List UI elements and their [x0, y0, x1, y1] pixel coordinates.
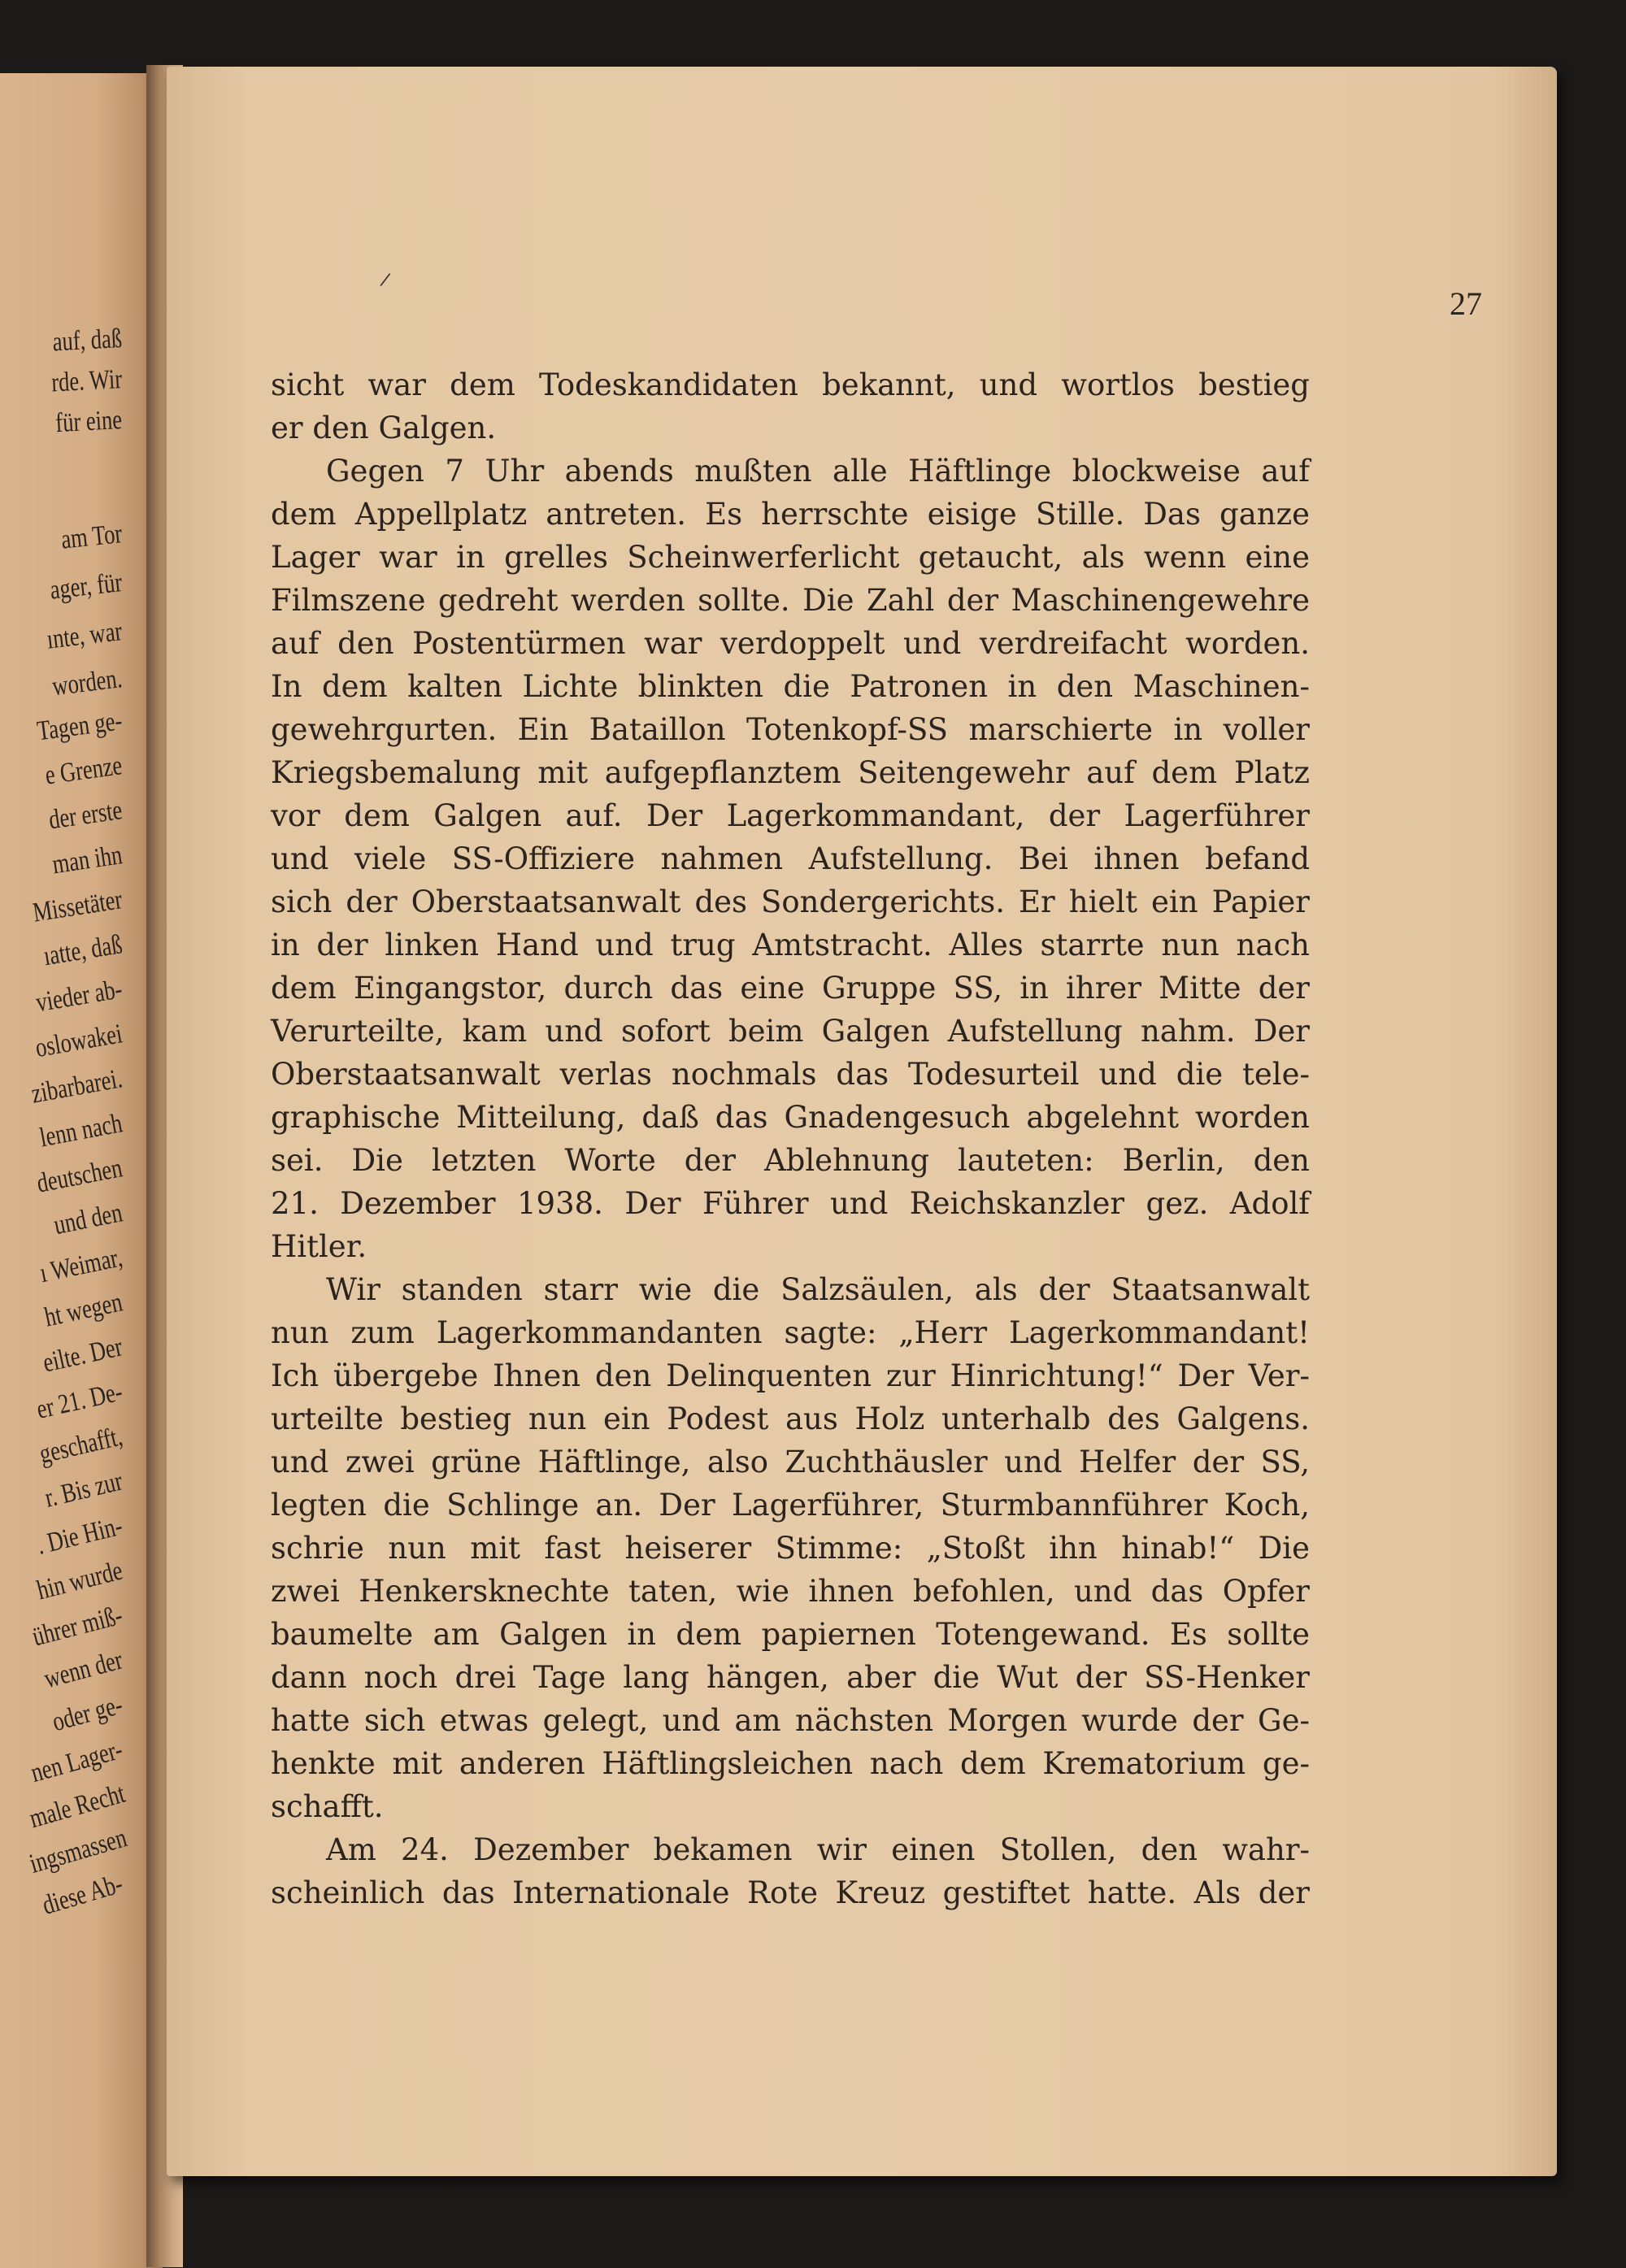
text-line: zwei Henkersknechte taten, wie ihnen befohlen, und das Opfer — [271, 1574, 1310, 1609]
text-line: Filmszene gedreht werden sollte. Die Zahl der Maschinengewehre — [271, 583, 1310, 618]
text-line: schrie nun mit fast heiserer Stimme: „Stoßt ihn hinab!“ Die — [271, 1531, 1310, 1566]
left-page-fragment: auf, daß — [51, 324, 123, 358]
left-page-fragment: Tagen ge- — [35, 706, 124, 747]
text-line: Ich übergebe Ihnen den Delinquenten zur Hinrichtung!“ Der Ver- — [271, 1358, 1310, 1393]
left-page-fragment: lenn nach — [37, 1108, 125, 1154]
left-page-fragment: e Grenze — [43, 750, 124, 791]
left-page-fragment: ager, für — [48, 567, 124, 606]
text-line: hatte sich etwas gelegt, und am nächsten Morgen wurde der Ge- — [271, 1703, 1310, 1738]
left-page-fragment: wenn der — [41, 1645, 126, 1695]
text-line: legten die Schlinge an. Der Lagerführer, Sturmbannführer Koch, — [271, 1488, 1310, 1523]
left-page-fragment: ht wegen — [41, 1287, 125, 1333]
text-line: Am 24. Dezember bekamen wir einen Stollen, den wahr- — [326, 1832, 1310, 1867]
text-line: Oberstaatsanwalt verlas nochmals das Todesurteil und die tele- — [271, 1057, 1310, 1092]
left-page-fragment: nen Lager- — [28, 1734, 126, 1789]
text-line: vor dem Galgen auf. Der Lagerkommandant, der Lagerführer — [271, 798, 1310, 833]
left-page-fragment: rde. Wir — [50, 364, 123, 398]
text-line: henkte mit anderen Häftlingsleichen nach dem Krematorium ge- — [271, 1746, 1310, 1781]
text-line: Verurteilte, kam und sofort beim Galgen Aufstellung nahm. Der — [271, 1014, 1310, 1049]
text-line: dann noch drei Tage lang hängen, aber die Wut der SS-Henker — [271, 1660, 1310, 1695]
left-page-fragment: ı Weimar, — [37, 1242, 125, 1289]
left-page-fragment: vieder ab- — [33, 974, 124, 1019]
body-text — [271, 363, 1310, 1914]
text-line: gewehrgurten. Ein Bataillon Totenkopf-SS marschierte in voller — [271, 712, 1310, 747]
text-line: nun zum Lagerkommandanten sagte: „Herr Lagerkommandant! — [271, 1315, 1310, 1350]
text-line: und zwei grüne Häftlinge, also Zuchthäusler und Helfer der SS, — [271, 1445, 1310, 1479]
text-line: in der linken Hand und trug Amtstracht. Alles starrte nun nach — [271, 928, 1310, 962]
left-page-fragment: hin wurde — [33, 1555, 126, 1606]
text-line: Gegen 7 Uhr abends mußten alle Häftlinge blockweise auf — [326, 454, 1310, 489]
left-page-fragment: oslowakei — [33, 1019, 125, 1064]
left-page-fragment: er 21. De- — [33, 1376, 125, 1425]
left-page-fragment: male Recht — [26, 1778, 128, 1835]
left-page-fragment: ührer miß- — [29, 1600, 126, 1653]
text-line: graphische Mitteilung, daß das Gnadengesuch abgelehnt worden — [271, 1100, 1310, 1135]
text-line: er den Galgen. — [271, 411, 497, 445]
left-page — [0, 73, 163, 2268]
text-line: sei. Die letzten Worte der Ablehnung lauteten: Berlin, den — [271, 1143, 1310, 1178]
text-line: sicht war dem Todeskandidaten bekannt, und wortlos bestieg — [271, 367, 1310, 402]
left-page-fragment: für eine — [54, 405, 123, 439]
left-page-fragment: r. Bis zur — [41, 1466, 126, 1514]
text-line: In dem kalten Lichte blinkten die Patronen in den Maschinen- — [271, 669, 1310, 704]
text-line: Lager war in grelles Scheinwerferlicht getaucht, als wenn eine — [271, 540, 1310, 575]
text-line: und viele SS-Offiziere nahmen Aufstellung. Bei ihnen befand — [271, 841, 1310, 876]
text-line: sich der Oberstaatsanwalt des Sondergerichts. Er hielt ein Papier — [271, 884, 1310, 919]
text-line: dem Eingangstor, durch das eine Gruppe SS, in ihrer Mitte der — [271, 971, 1310, 1006]
page-number: 27 — [1450, 285, 1482, 322]
text-line: Wir standen starr wie die Salzsäulen, als der Staatsanwalt — [326, 1272, 1310, 1307]
text-line: scheinlich das Internationale Rote Kreuz gestiftet hatte. Als der — [271, 1875, 1310, 1910]
left-page-fragment: der erste — [46, 795, 124, 836]
text-line: Kriegsbemalung mit aufgepflanztem Seitengewehr auf dem Platz — [271, 755, 1310, 790]
left-page-fragment: geschafft, — [37, 1421, 126, 1470]
text-line: Hitler. — [271, 1229, 367, 1264]
text-line: schafft. — [271, 1789, 384, 1824]
left-page-fragment: ınte, war — [45, 616, 124, 655]
text-line: auf den Postentürmen war verdoppelt und verdreifacht worden. — [271, 626, 1310, 661]
pencil-mark: / — [378, 269, 392, 291]
left-page-fragment: zibarbarei. — [28, 1063, 125, 1110]
left-page-fragment: ıatte, daß — [41, 929, 124, 972]
left-page-fragment: diese Ab- — [38, 1868, 127, 1921]
left-page-fragment: am Tor — [59, 519, 124, 555]
text-line: baumelte am Galgen in dem papiernen Totengewand. Es sollte — [271, 1617, 1310, 1652]
left-page-fragment: und den — [51, 1197, 125, 1241]
left-page-fragment: eilte. Der — [40, 1332, 125, 1379]
left-page-fragment: deutschen — [34, 1153, 125, 1199]
text-line: dem Appellplatz antreten. Es herrschte eisige Stille. Das ganze — [271, 497, 1310, 532]
left-page-fragment: man ihn — [50, 840, 124, 880]
left-page-fragment: ingsmassen — [26, 1823, 131, 1879]
text-line: urteilte bestieg nun ein Podest aus Holz unterhalb des Galgens. — [271, 1401, 1310, 1436]
right-page — [167, 67, 1557, 2176]
left-page-fragment: worden. — [50, 663, 124, 702]
text-line: 21. Dezember 1938. Der Führer und Reichskanzler gez. Adolf — [271, 1186, 1310, 1221]
left-page-fragment: Missetäter — [30, 884, 124, 928]
left-page-fragment: oder ge- — [49, 1689, 126, 1738]
left-page-fragment: . Die Hin- — [33, 1510, 126, 1561]
